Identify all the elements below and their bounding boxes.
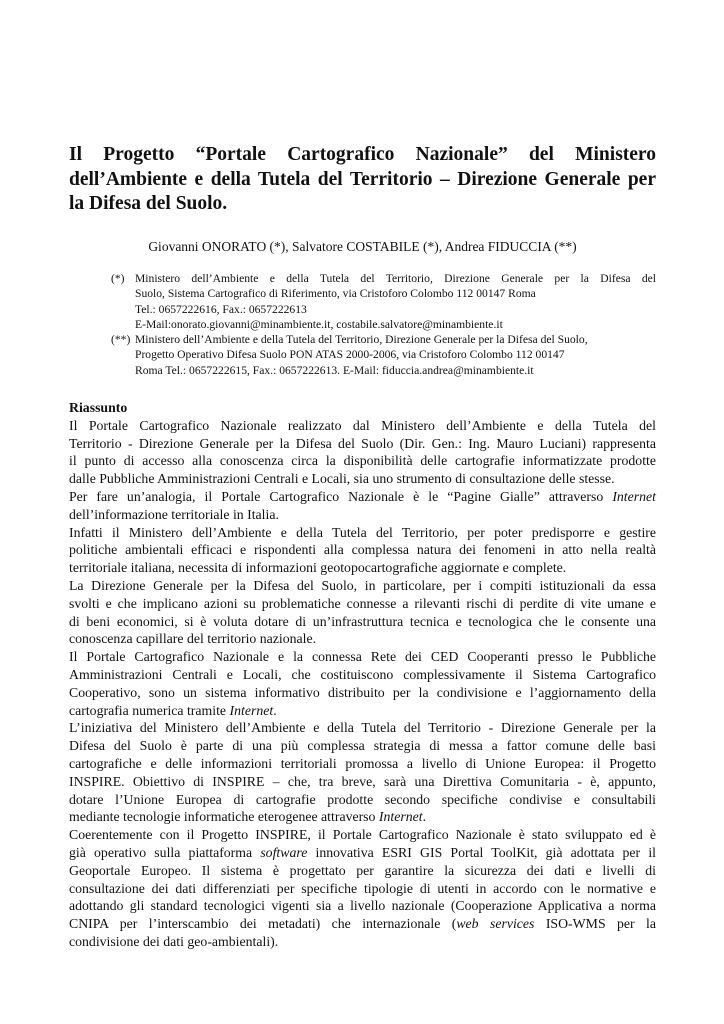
text-line [69, 702, 656, 720]
text-line: Il Portale Cartografico Nazionale e la connessa Rete dei CED Cooperanti presso le Pubbliche [69, 649, 656, 665]
title-line: dell’Ambiente e della Tutela del Territorio – Direzione Generale per [69, 168, 656, 190]
text-line: svolti e che implicano azioni su problematiche connesse a rilevanti rischi di perdite di vite umane e [69, 595, 656, 611]
affiliation-1 [111, 271, 656, 332]
text-run: Per fare un’analogia, il Portale Cartografico Nazionale è le “Pagine Gialle” attraverso [69, 488, 604, 504]
text-line: L’iniziativa del Ministero dell’Ambiente e della Tutela del Territorio - Direzione Generale per la [69, 720, 656, 736]
text-line: Infatti il Ministero dell’Ambiente e della Tutela del Territorio, per poter predisporre e gestire [69, 524, 656, 540]
affiliation-line: Roma Tel.: 0657222615, Fax.: 0657222613. E-Mail: fiduccia.andrea@minambiente.it [135, 363, 534, 377]
italic-term: web services [456, 916, 535, 932]
text-line [69, 915, 656, 933]
text-line: dell’informazione territoriale in Italia. [69, 506, 279, 522]
text-line: dalle Pubbliche Amministrazioni Centrali e Locali, sia uno strumento di consultazione delle stesse. [69, 471, 615, 487]
affiliation-line: Progetto Operativo Difesa Suolo PON ATAS 2000-2006, via Cristoforo Colombo 112 00147 [135, 348, 565, 362]
text-line: Cooperativo, sono un sistema informativo distribuito per la condivisione e l’aggiornamento della [69, 684, 656, 700]
author-list: Giovanni ONORATO (*), Salvatore COSTABILE (*), Andrea FIDUCCIA (**) [148, 239, 577, 254]
text-line [69, 808, 656, 826]
abstract-section [69, 399, 656, 951]
affiliation-line: Ministero dell’Ambiente e della Tutela del Territorio, Direzione Generale per la Difesa del Suolo, [135, 333, 588, 347]
text-line: Amministrazioni Centrali e Locali, che costituiscono complessivamente il Sistema Cartografico [69, 666, 656, 682]
text-run: mediante tecnologie informatiche eterogenee attraverso [69, 809, 379, 825]
affiliation-line: E-Mail:onorato.giovanni@minambiente.it, costabile.salvatore@minambiente.it [135, 317, 503, 331]
text-line: di beni economici, si è voluta dotare di un’infrastruttura tecnica e tecnologica che le consente una [69, 613, 656, 629]
text-line: conoscenza capillare del territorio nazionale. [69, 631, 317, 647]
text-run: innovativa ESRI GIS Portal ToolKit, già adottata per il [307, 844, 656, 860]
text-line: il punto di accesso alla conoscenza circa la disponibilità delle cartografie informatizzate prodotte [69, 453, 656, 469]
abstract-paragraph-1 [69, 417, 656, 488]
text-line: dotare l’Unione Europea di cartografie prodotte secondo specifiche condivise e consultabili [69, 791, 656, 807]
italic-term: Internet [378, 809, 423, 825]
text-line: La Direzione Generale per la Difesa del Suolo, in particolare, per i compiti istituzionali da essa [69, 577, 656, 593]
text-line: territoriale italiana, necessita di informazioni geotopocartografiche aggiornate e complete. [69, 560, 567, 576]
text-line [69, 488, 656, 506]
abstract-paragraph-5 [69, 648, 656, 719]
affiliation-mark: (**) [111, 333, 131, 347]
text-run: già operativo sulla piattaforma [69, 844, 261, 860]
paper-title [69, 143, 656, 217]
affiliation-mark: (*) [111, 272, 125, 285]
title-line: Il Progetto “Portale Cartografico Nazionale” del Ministero [69, 144, 656, 165]
affiliation-line: Tel.: 0657222616, Fax.: 0657222613 [135, 302, 307, 316]
title-line: la Difesa del Suolo. [69, 193, 228, 214]
abstract-paragraph-7 [69, 826, 656, 951]
text-run: CNIPA per l’interscambio dei metadati) che internazionale ( [69, 916, 457, 932]
affiliation-line: Suolo, Sistema Cartografico di Riferimento, via Cristoforo Colombo 112 00147 Roma [135, 287, 536, 301]
text-line: cartografiche e delle informazioni territoriali promossa a livello di Unione Europea: il Progetto [69, 755, 656, 771]
text-line: Coerentemente con il Progetto INSPIRE, il Portale Cartografico Nazionale è stato sviluppato ed è [69, 827, 656, 843]
text-run: ISO-WMS per la [534, 916, 656, 932]
abstract-paragraph-4 [69, 577, 656, 648]
affiliation-2 [111, 332, 656, 378]
text-line: Territorio - Direzione Generale per la Difesa del Suolo (Dir. Gen.: Ing. Mauro Luciani) rappresenta [69, 435, 656, 451]
text-line: INSPIRE. Obiettivo di INSPIRE – che, tra breve, sarà una Direttiva Comunitaria - è, appunto, [69, 773, 656, 789]
text-line: politiche ambientali efficaci e rispondenti alla complessa natura dei fenomeni in atto nella realtà [69, 542, 656, 558]
italic-term: Internet [612, 488, 656, 504]
text-line: Difesa del Suolo è parte di una più complessa strategia di messa a fattor comune delle basi [69, 738, 656, 754]
text-line: Geoportale Europeo. Il sistema è progettato per garantire la sicurezza dei dati e livelli di [69, 862, 656, 878]
text-run: . [273, 702, 277, 718]
text-line [69, 844, 656, 862]
affiliations [111, 271, 656, 378]
affiliation-line: Ministero dell’Ambiente e della Tutela del Territorio, Direzione Generale per la Difesa del [135, 272, 656, 285]
abstract-heading: Riassunto [69, 400, 128, 415]
italic-term: Internet [229, 702, 274, 718]
abstract-paragraph-3 [69, 524, 656, 577]
abstract-paragraph-6 [69, 719, 656, 826]
italic-term: software [260, 844, 308, 860]
text-run: . [422, 809, 427, 825]
text-line: condivisione dei dati geo-ambientali). [69, 933, 279, 949]
abstract-paragraph-2 [69, 488, 656, 524]
text-line: consultazione dei dati differenziati per specifiche tipologie di utenti in accordo con le normative e [69, 880, 656, 896]
text-run: cartografia numerica tramite [69, 702, 230, 718]
text-line: Il Portale Cartografico Nazionale realizzato dal Ministero dell’Ambiente e della Tutela del [69, 417, 656, 433]
text-line: adottando gli standard tecnologici vigenti sia a livello nazionale (Cooperazione Applicativa a norma [69, 898, 656, 914]
